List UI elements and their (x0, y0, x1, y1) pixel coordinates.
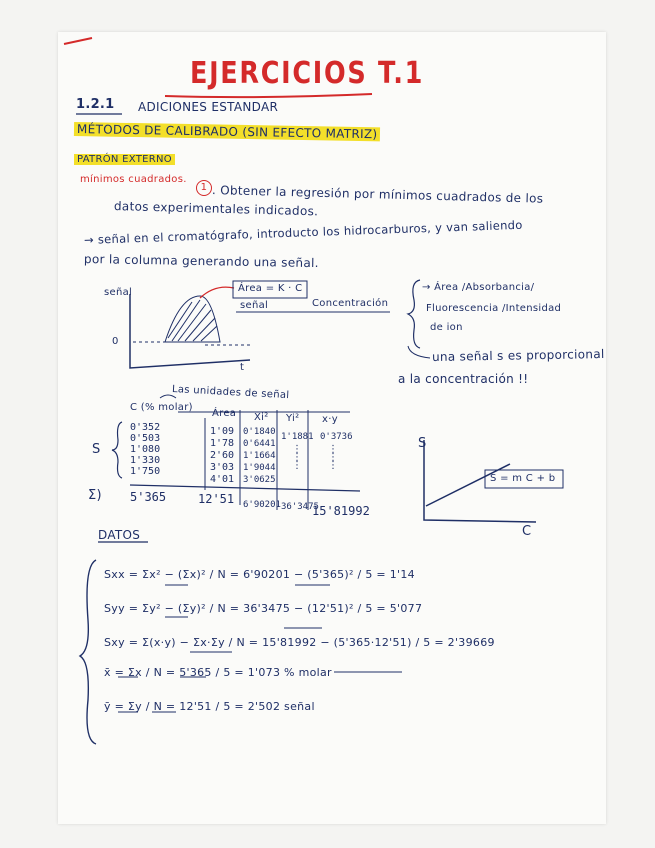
conc-value: 0'503 (130, 433, 161, 444)
col-header-area: Área (212, 408, 237, 419)
section-title: ADICIONES ESTANDAR (138, 100, 279, 114)
x2-value: 1'9044 (243, 463, 276, 473)
ellipsis-dots: ⋮ ⋮ ⋮ (328, 444, 338, 471)
label-senal: señal (240, 300, 269, 311)
signal-type-1: → Área /Absorbancia/ (422, 282, 535, 293)
external-standard-heading: PATRÓN EXTERNO (74, 154, 175, 165)
conc-value: 1'750 (130, 466, 161, 477)
note-line-2: por la columna generando una señal. (83, 252, 319, 271)
ellipsis-dots: ⋮ ⋮ ⋮ (292, 444, 302, 471)
col-header-y2: Yi² (286, 413, 300, 424)
formula-xbar: x̄ = Σx / N = 5'365 / 5 = 1'073 % molar (104, 666, 332, 679)
x2-value: 0'1840 (243, 427, 276, 437)
graph2-x-label: C (522, 524, 532, 539)
formula-sxy: Sxy = Σ(x·y) − Σx·Σy / N = 15'81992 − (5'365·12'51) / 5 = 2'39669 (104, 636, 495, 649)
area-value: 3'03 (210, 462, 235, 473)
title-underline (165, 94, 372, 97)
graph1-y-label: señal (104, 287, 133, 298)
area-equation: Área = K · C (238, 283, 303, 294)
exercise-number: 1 (196, 180, 212, 196)
conc-value: 1'330 (130, 455, 161, 466)
note-line-1: → señal en el cromatógrafo, introducto los hidrocarburos, y van saliendo (83, 217, 523, 247)
sum-xy: 15'81992 (312, 504, 370, 518)
col-header-xy: x·y (322, 414, 338, 425)
section-number: 1.2.1 (76, 97, 115, 112)
sum-y2: 36'3475 (281, 502, 319, 512)
sum-x: 5'365 (130, 490, 167, 504)
area-value: 1'78 (210, 438, 235, 449)
sum-x2: 6'90201 (243, 500, 281, 510)
col-header-concentration: C (% molar) (130, 402, 193, 413)
x2-value: 3'0625 (243, 475, 276, 485)
sum-label: Σ) (88, 488, 102, 503)
area-value: 4'01 (210, 474, 235, 485)
formula-syy: Syy = Σy² − (Σy)² / N = 36'3475 − (12'51)² / 5 = 5'077 (104, 602, 423, 615)
conc-value: 0'352 (130, 422, 161, 433)
signal-type-2: Fluorescencia /Intensidad (426, 303, 562, 314)
sum-y: 12'51 (198, 492, 235, 506)
units-note: Las unidades de señal (171, 384, 290, 402)
page-title: EJERCICIOS T.1 (190, 56, 425, 91)
datos-heading: DATOS (98, 528, 141, 542)
col-header-x2: Xi² (254, 412, 269, 423)
graph2-y-label: S (418, 436, 427, 451)
exercise-statement: . Obtener la regresión por mínimos cuadrados de los (211, 183, 544, 206)
exercise-statement-2: datos experimentales indicados. (113, 199, 319, 219)
label-concentracion: Concentración (312, 298, 389, 309)
x2-value: 0'6441 (243, 439, 276, 449)
graph1-origin: 0 (112, 336, 119, 347)
least-squares-label: mínimos cuadrados. (80, 174, 187, 185)
area-value: 1'09 (210, 426, 235, 437)
formula-ybar: ȳ = Σy / N = 12'51 / 5 = 2'502 señal (104, 700, 315, 713)
signal-type-3: de ion (430, 322, 463, 333)
corner-mark (64, 38, 92, 44)
formula-sxx: Sxx = Σx² − (Σx)² / N = 6'90201 − (5'365)² / 5 = 1'14 (104, 568, 415, 581)
proportional-note-2: a la concentración !! (398, 372, 529, 386)
regression-equation: S = m C + b (490, 473, 556, 484)
x2-value: 1'1664 (243, 451, 276, 461)
xy-value: 0'3736 (320, 432, 353, 442)
area-value: 2'60 (210, 450, 235, 461)
y2-value: 1'1881 (281, 432, 314, 442)
methods-heading: MÉTODOS DE CALIBRADO (SIN EFECTO MATRIZ) (74, 122, 381, 141)
graph1-x-label: t (240, 362, 245, 373)
conc-value: 1'080 (130, 444, 161, 455)
row-label-s: S (92, 442, 101, 457)
proportional-note: una señal s es proporcional (431, 346, 605, 364)
